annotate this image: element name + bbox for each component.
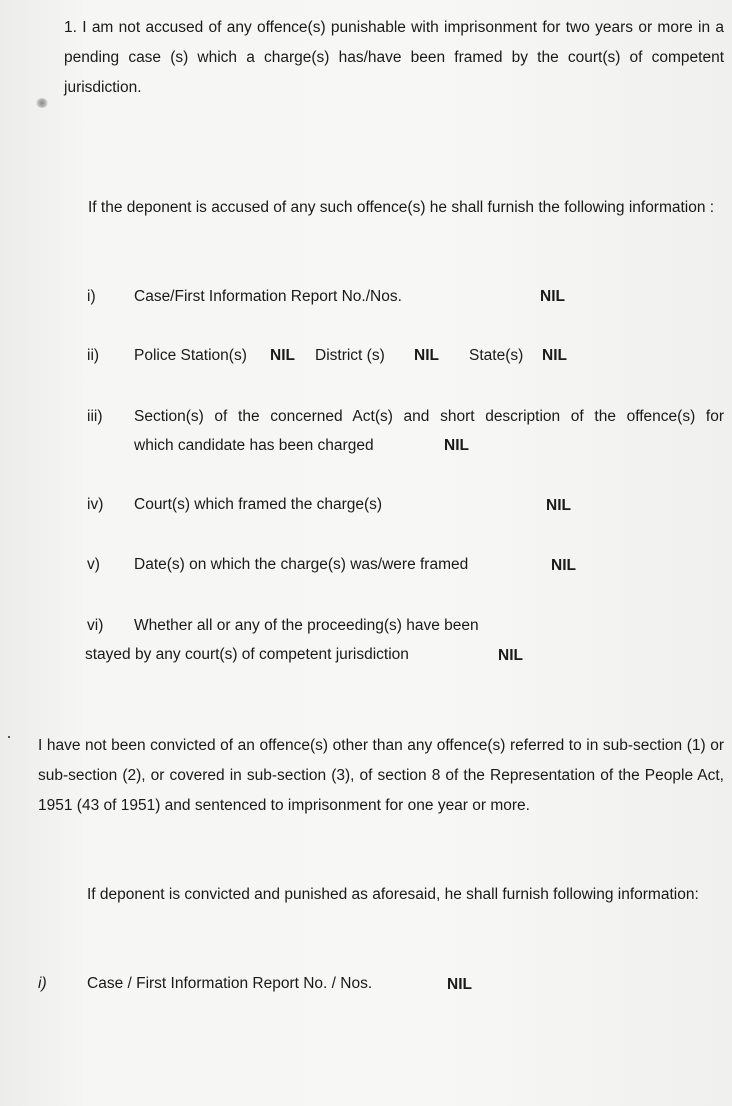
item-number: i) [87, 288, 96, 305]
state-value: NIL [542, 347, 567, 364]
section1-declaration: 1. I am not accused of any offence(s) punishable with imprisonment for two years or more in a pending case (s) which a charge(s) has/have been framed by the court(s) of competent jurisdiction. [64, 19, 724, 96]
item-number: iii) [87, 408, 103, 425]
item-label: Case/First Information Report No./Nos. [134, 288, 402, 305]
section2-declaration: I have not been convicted of an offence(s) other than any offence(s) referred to in sub-section (1) or sub-section (2), or covered in sub-section (3), of section 8 of the Representation of the People Act, 1951 (43 of 1951) and sentenced to imprisonment for one year or more. [38, 737, 724, 814]
item-value: NIL [447, 976, 472, 993]
item-label: Court(s) which framed the charge(s) [134, 496, 383, 513]
item-value: NIL [498, 647, 523, 664]
item-label-line2: which candidate has been charged [134, 437, 374, 454]
item-number: i) [38, 975, 47, 992]
item-number: iv) [87, 496, 104, 513]
police-station-value: NIL [270, 347, 295, 364]
police-station-label: Police Station(s) [134, 347, 247, 364]
item-value: NIL [546, 497, 571, 514]
item-value: NIL [551, 557, 576, 574]
item-number: ii) [87, 347, 100, 364]
item-label: Date(s) on which the charge(s) was/were framed [134, 556, 469, 573]
item-value: NIL [540, 288, 565, 305]
state-label: State(s) [469, 347, 524, 364]
item-number: vi) [87, 617, 104, 634]
item-value: NIL [444, 437, 469, 454]
district-label: District (s) [315, 347, 385, 364]
item-label-line2: stayed by any court(s) of competent jurisdiction [85, 646, 409, 663]
item-label-line1: Section(s) of the concerned Act(s) and short description of the offence(s) for [134, 408, 724, 425]
section1-furnish-text: If the deponent is accused of any such offence(s) he shall furnish the following information : [88, 199, 715, 216]
scan-smudge [36, 98, 48, 108]
scan-dot [8, 736, 10, 738]
item-label: Case / First Information Report No. / Nos. [87, 975, 373, 992]
district-value: NIL [414, 347, 439, 364]
item-label-line1: Whether all or any of the proceeding(s) have been [134, 617, 479, 634]
section2-furnish-text: If deponent is convicted and punished as aforesaid, he shall furnish following information: [87, 886, 699, 903]
item-number: v) [87, 556, 100, 573]
